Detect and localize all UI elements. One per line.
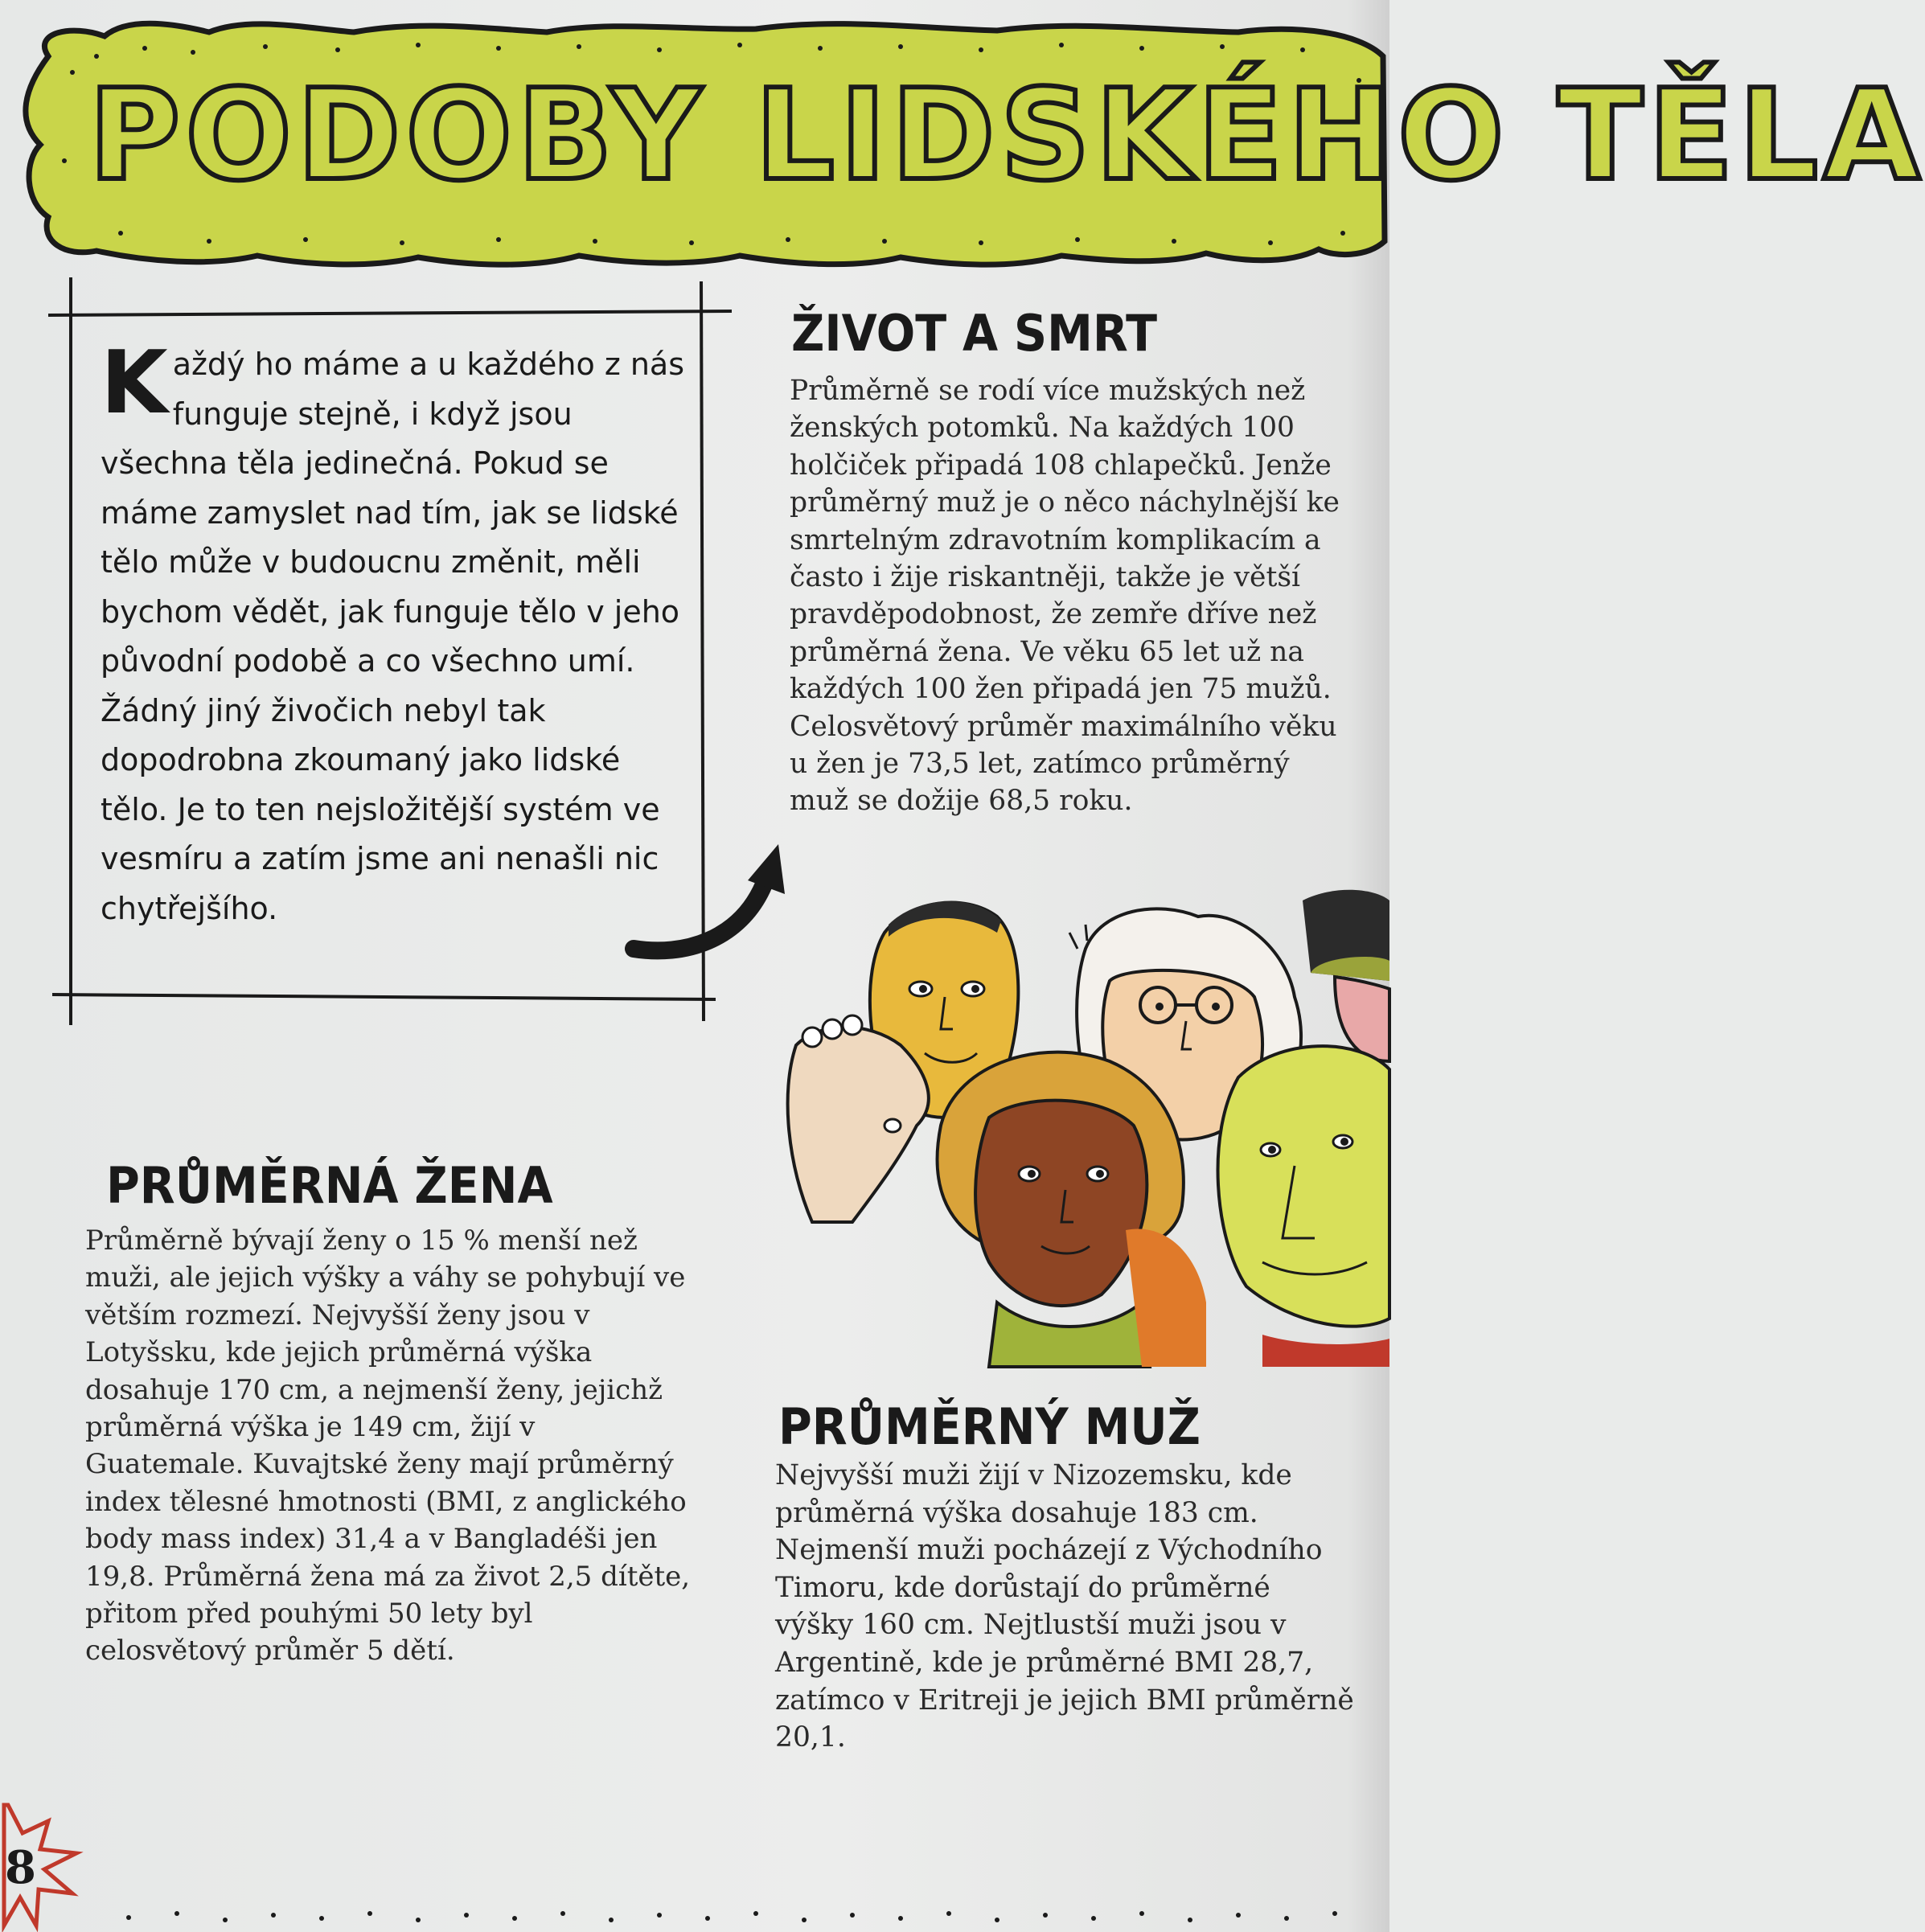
title-banner (0, 0, 1925, 289)
average-man-text: Nejvyšší muži žijí v Nizozemsku, kde průměrná výška dosahuje 183 cm. Nejmenší muži pocházejí z Východního Timoru, kde dorůstají do průměrné výšky 160 cm. Nejtlustší muži jsou v Argentině, kde je průměrné BMI 28,7, zatímco v Eritreji je jejich BMI průměrně 20,1. (775, 1459, 1354, 1754)
bottom-dots-border (121, 1905, 1375, 1930)
drop-cap: K (101, 333, 168, 433)
faces-group-illustration (780, 884, 1389, 1383)
life-death-text: Průměrně se rodí více mužských než ženských potomků. Na každých 100 holčiček připadá 108 chlapečků. Jenže průměrný muž je o něco náchylnější ke smrtelným zdravotním komplikacím a často i žije riskantněji, takže je větší pravděpodobnost, že zemře dříve než průměrná žena. Ve věku 65 let už na každých 100 žen připadá jen 75 mužů. Celosvětový průměr maximálního věku u žen je 73,5 let, zatímco průměrný muž se dožije 68,5 roku. (790, 375, 1340, 818)
page-number: 8 (5, 1841, 36, 1894)
intro-text: aždý ho máme a u každého z nás funguje stejně, i když jsou všechna těla jedinečná. Pokud se máme zamyslet nad tím, jak se lidské tělo může v budoucnu změnit, měli bychom vědět, jak funguje tělo v jeho původní podobě a co všechno umí. Žádný jiný živočich nebyl tak dopodrobna zkoumaný jako lidské tělo. Je to ten nejsložitější systém ve vesmíru a zatím jsme ani nenašli nic chytřejšího. (101, 347, 685, 926)
life-death-heading: ŽIVOT A SMRT (791, 304, 1158, 363)
intro-paragraph (101, 333, 696, 933)
curved-arrow-icon (619, 836, 796, 973)
page-title: PODOBY LIDSKÉHO TĚLA (88, 62, 1925, 208)
average-woman-heading: PRŮMĚRNÁ ŽENA (106, 1156, 553, 1215)
average-woman-text: Průměrně bývají ženy o 15 % menší než muži, ale jejich výšky a váhy se pohybují ve větším rozmezí. Nejvyšší ženy jsou v Lotyšsku, kde jejich průměrná výška dosahuje 170 cm, a nejmenší ženy, jejichž průměrná výška je 149 cm, žijí v Guatemale. Kuvajtské ženy mají průměrný index tělesné hmotnosti (BMI, z anglického body mass index) 31,4 a v Bangladéši jen 19,8. Průměrná žena má za život 2,5 dítěte, přitom před pouhými 50 lety byl celosvětový průměr 5 dětí. (85, 1224, 691, 1667)
average-man-heading: PRŮMĚRNÝ MUŽ (778, 1397, 1201, 1456)
